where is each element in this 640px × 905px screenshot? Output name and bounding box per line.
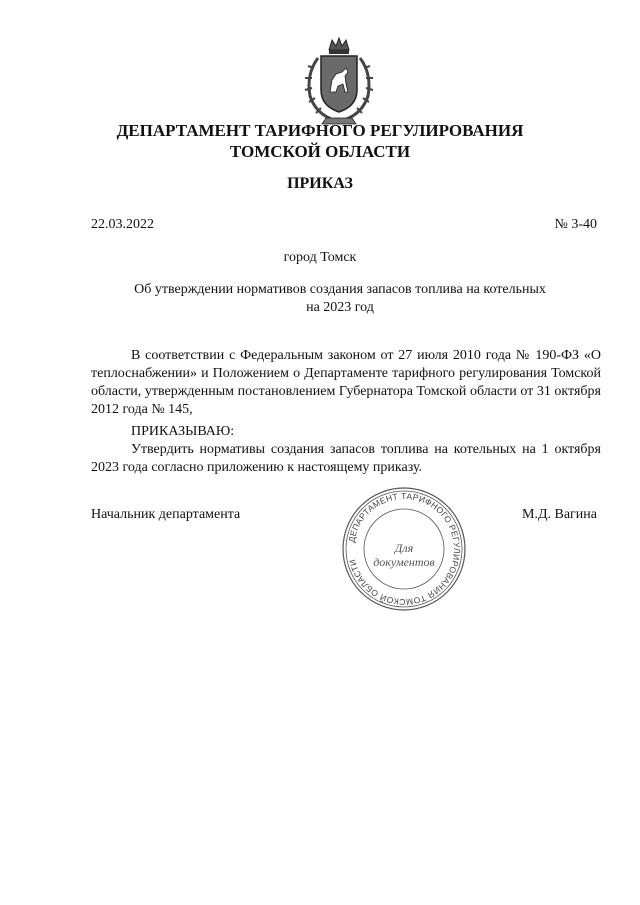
preamble-text: В соответствии с Федеральным законом от 27 июля 2010 года № 190-ФЗ «О теплоснабжении» и Положением о Департаменте тарифного регулирования Томской области, утвержденным постановлением Губернатора Томской области от 31 октября 2012 года № 145, <box>91 348 601 417</box>
document-subject <box>120 281 560 317</box>
signatory-position: Начальник департамента <box>91 507 241 522</box>
subject-line1: Об утверждении нормативов создания запасов топлива на котельных <box>134 282 546 297</box>
subject-line2: на 2023 год <box>306 300 374 315</box>
signatory-name: М.Д. Вагина <box>522 507 597 522</box>
order-text: Утвердить нормативы создания запасов топлива на котельных на 1 октября 2023 года согласно приложению к настоящему приказу. <box>91 442 601 475</box>
official-seal <box>341 486 467 612</box>
seal-center-line2: документов <box>373 555 435 569</box>
seal-ring-text: ДЕПАРТАМЕНТ ТАРИФНОГО РЕГУЛИРОВАНИЯ ТОМСКОЙ ОБЛАСТИ <box>346 490 463 608</box>
department-title-line1: ДЕПАРТАМЕНТ ТАРИФНОГО РЕГУЛИРОВАНИЯ <box>116 121 524 140</box>
document-type: ПРИКАЗ <box>287 175 353 192</box>
document-number: № 3-40 <box>554 217 597 232</box>
document-date: 22.03.2022 <box>91 217 154 232</box>
document-city: город Томск <box>283 250 357 265</box>
department-title-line2: ТОМСКОЙ ОБЛАСТИ <box>229 142 411 161</box>
coat-of-arms-icon <box>296 34 382 128</box>
seal-center-line1: Для <box>394 541 414 555</box>
preamble-paragraph <box>91 347 601 419</box>
order-paragraph <box>91 441 601 477</box>
order-word: ПРИКАЗЫВАЮ: <box>131 424 235 439</box>
